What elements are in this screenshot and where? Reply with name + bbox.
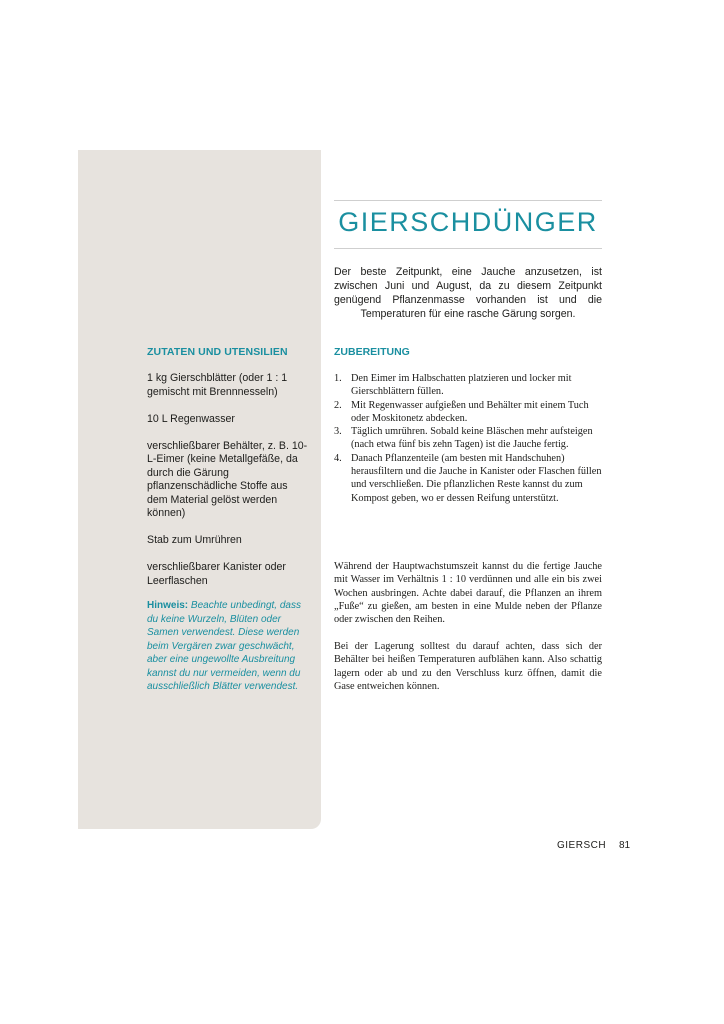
ingredients-list	[147, 372, 309, 602]
hint-label: Hinweis:	[147, 600, 189, 611]
step-number: 1.	[334, 373, 342, 384]
step-item	[334, 372, 602, 399]
page-title: GIERSCHDÜNGER	[338, 207, 598, 237]
step-number: 3.	[334, 426, 342, 438]
step-number: 2.	[334, 399, 342, 411]
intro-text: Der beste Zeitpunkt, eine Jauche anzusetzen, ist zwischen Juni und August, da zu diesem Zeitpunkt genügend Pflanzenmasse vorhanden ist und die Temperaturen für eine rasche Gärung sorgen.	[334, 266, 602, 320]
step-item	[334, 425, 602, 452]
step-text: Mit Regenwasser aufgießen und Behälter mit einem Tuch oder Moskitonetz abdecken.	[351, 399, 589, 424]
step-number: 4.	[334, 452, 342, 464]
ingredients-heading: ZUTATEN UND UTENSILIEN	[147, 346, 288, 358]
footer-section-label: GIERSCH	[557, 840, 607, 851]
ingredient-item: 1 kg Gierschblätter (oder 1 : 1 gemischt mit Brennnesseln)	[147, 372, 288, 398]
body-paragraph-storage: Bei der Lagerung solltest du darauf achten, dass sich der Behälter bei heißen Temperaturen aufblähen kann. Also schattig lagern oder ab und zu den Verschluss kurz öffnen, damit die Gase entweichen können.	[334, 641, 602, 692]
ingredient-item: 10 L Regenwasser	[147, 412, 235, 425]
hint-text: Beachte unbedingt, dass du keine Wurzeln, Blüten oder Samen verwendest. Diese werden beim Vergären zwar geschwächt, aber eine ungewollte Ausbreitung kannst du nur vermeiden, wenn du ausschließlich Blätter verwendest.	[147, 600, 301, 692]
body-paragraph-usage: Während der Hauptwachstumszeit kannst du die fertige Jauche mit Wasser im Verhältnis 1 : 10 verdünnen und alle ein bis zwei Wochen ausbringen. Achte dabei darauf, die Pflanzen an ihrem „Fuße“ zu gießen, am besten in eine Mulde neben der Pflanze oder zwischen den Reihen.	[334, 561, 602, 626]
title-rule-bottom	[334, 248, 602, 249]
step-item	[334, 452, 602, 505]
step-text: Täglich umrühren. Sobald keine Bläschen mehr aufsteigen (nach etwa fünf bis zehn Tagen) ist die Jauche fertig.	[351, 426, 593, 451]
title-rule-top	[334, 200, 602, 201]
step-text: Den Eimer im Halbschatten platzieren und locker mit Gierschblättern füllen.	[351, 373, 572, 398]
page-number: 81	[619, 840, 631, 851]
hint-box	[147, 599, 307, 694]
ingredient-item: verschließbarer Behälter, z. B. 10-L-Eimer (keine Metallgefäße, da durch die Gärung pflanzenschädliche Stoffe aus dem Material gelöst werden können)	[147, 439, 308, 519]
step-text: Danach Pflanzenteile (am besten mit Handschuhen) herausfiltern und die Jauche in Kanister oder Flaschen füllen und verschließen. Die pflanzlichen Reste kannst du zum Kompost geben, wo er dessen Reifung unterstützt.	[351, 452, 602, 504]
preparation-heading: ZUBEREITUNG	[334, 346, 410, 358]
ingredient-item: Stab zum Umrühren	[147, 534, 242, 546]
ingredient-item: verschließbarer Kanister oder Leerflaschen	[147, 561, 286, 587]
step-item	[334, 399, 602, 426]
steps-list	[334, 372, 602, 505]
